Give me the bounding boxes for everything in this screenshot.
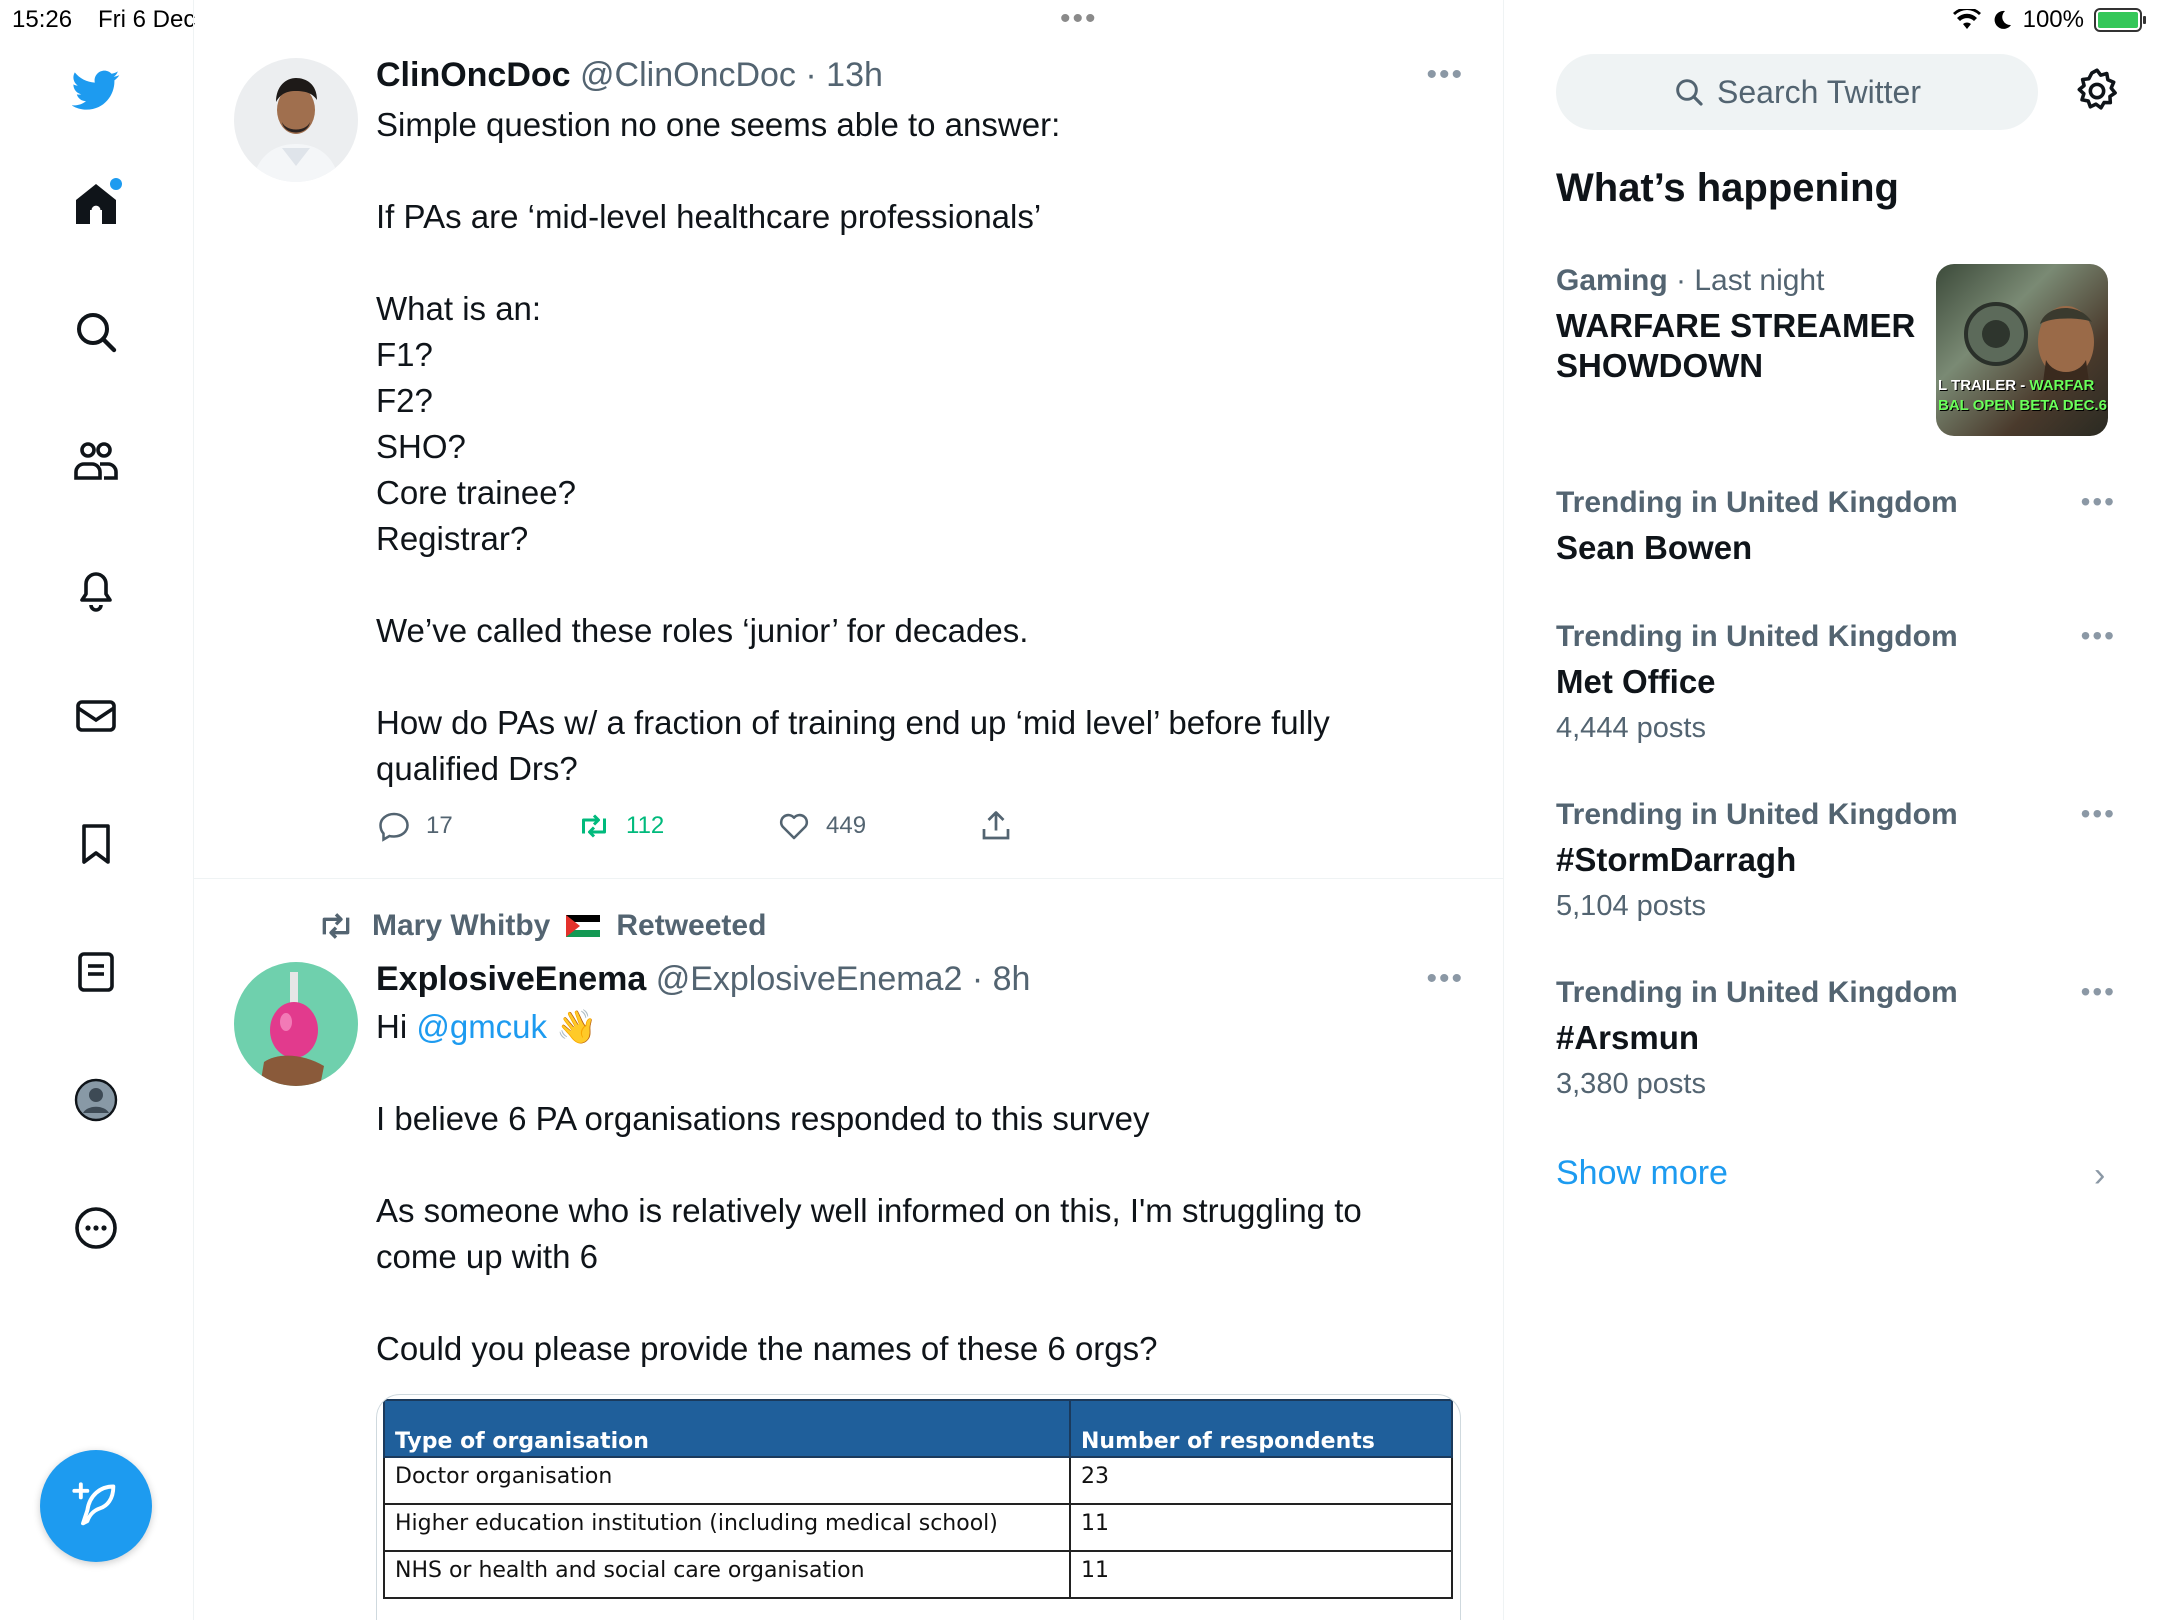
table-cell: 23 (1070, 1457, 1452, 1504)
tweet-line (376, 1142, 1436, 1188)
tweet-line: As someone who is relatively well informed on this, I'm struggling to come up with 6 (376, 1192, 1362, 1275)
author-handle[interactable]: @ExplosiveEnema2 (655, 960, 963, 998)
right-sidebar (1504, 0, 2160, 1620)
search-icon[interactable] (68, 304, 124, 360)
share-icon (978, 808, 1014, 844)
tweet-time[interactable]: · 13h (805, 56, 883, 94)
tweet-line (376, 654, 1436, 700)
table-cell: 11 (1070, 1504, 1452, 1551)
tweet-line: Core trainee? (376, 474, 576, 511)
chevron-right-icon[interactable]: › (2094, 1156, 2106, 1194)
trend-item[interactable] (1556, 976, 2116, 1101)
table-row (384, 1551, 1452, 1598)
trend-more-button[interactable]: ••• (2080, 486, 2116, 517)
trend-title: Sean Bowen (1556, 529, 1753, 566)
tweet-line: If PAs are ‘mid-level healthcare professionals’ (376, 198, 1042, 235)
communities-icon[interactable] (68, 432, 124, 488)
multitasking-dots[interactable]: ••• (1060, 2, 1098, 35)
trend-thumbnail[interactable] (1936, 264, 2108, 436)
trend-category: Gaming (1556, 264, 1668, 297)
tweet-line: What is an: (376, 290, 542, 327)
trend-context: · Last night (1667, 264, 1825, 297)
trend-title: #Arsmun (1556, 1019, 1700, 1056)
table-header-row (384, 1400, 1452, 1457)
trend-category: Trending in United Kingdom (1556, 798, 1958, 831)
tweet-line (376, 148, 1436, 194)
tweet-line: F1? (376, 336, 433, 373)
like-button[interactable] (776, 808, 866, 844)
trend-thumbnail-caption (1936, 376, 2108, 416)
tweet-more-button[interactable]: ••• (1426, 58, 1464, 91)
search-input[interactable] (1556, 54, 2038, 130)
new-posts-dot (110, 178, 122, 190)
retweet-icon (316, 906, 356, 946)
tweet-divider (194, 878, 1504, 879)
trend-meta (1556, 620, 2116, 654)
tweet-line: Could you please provide the names of these 6 orgs? (376, 1330, 1158, 1367)
author-name[interactable]: ClinOncDoc (376, 56, 571, 94)
like-count: 449 (826, 812, 867, 839)
column-header: Number of respondents (1070, 1400, 1452, 1457)
trend-more-button[interactable]: ••• (2080, 976, 2116, 1007)
retweet-context[interactable] (316, 906, 766, 946)
timeline-feed (194, 0, 1504, 1620)
tweet-line: Simple question no one seems able to answer: (376, 106, 1061, 143)
author-name[interactable]: ExplosiveEnema (376, 960, 647, 998)
heart-icon (776, 808, 812, 844)
trend-meta (1556, 798, 2116, 832)
tweet-line (376, 240, 1436, 286)
thumb-text-green: WARFAR (2029, 377, 2095, 394)
trend-more-button[interactable]: ••• (2080, 620, 2116, 651)
tweet-more-button[interactable]: ••• (1426, 962, 1464, 995)
reply-count: 17 (426, 812, 453, 839)
tweet-time[interactable]: · 8h (971, 960, 1031, 998)
trend-item[interactable] (1556, 798, 2116, 923)
tweet-header (376, 960, 1030, 999)
thumb-text-green-2: BAL OPEN BETA DEC.6 (1938, 397, 2107, 414)
tweet-line (376, 1004, 1436, 1050)
tweet-line: Registrar? (376, 520, 529, 557)
profile-avatar-icon[interactable] (68, 1072, 124, 1128)
trend-post-count: 5,104 posts (1556, 890, 1706, 922)
tweet-text (376, 1004, 1436, 1372)
table-cell: 11 (1070, 1551, 1452, 1598)
palestine-flag-icon (566, 915, 600, 937)
tweet-actions (376, 808, 1076, 848)
tweet-line (376, 1280, 1436, 1326)
table-row (384, 1457, 1452, 1504)
tweet-attached-image[interactable] (376, 1394, 1461, 1620)
trend-category: Trending in United Kingdom (1556, 620, 1958, 653)
share-button[interactable] (978, 808, 1014, 844)
trend-item[interactable] (1556, 486, 2116, 568)
more-options-icon[interactable] (68, 1200, 124, 1256)
mention-link[interactable]: @gmcuk (416, 1008, 548, 1045)
tweet-line: How do PAs w/ a fraction of training end up ‘mid level’ before fully qualified Drs? (376, 704, 1330, 787)
left-navigation (0, 0, 194, 1620)
reply-button[interactable] (376, 808, 453, 844)
trend-title: #StormDarragh (1556, 841, 1797, 878)
trend-title: Met Office (1556, 663, 1716, 700)
lists-icon[interactable] (68, 944, 124, 1000)
search-icon (1673, 76, 1705, 108)
waving-hand-emoji: 👋 (556, 1008, 598, 1045)
tweet-header (376, 56, 883, 95)
home-icon[interactable] (68, 176, 124, 232)
tweet-line: F2? (376, 382, 433, 419)
reply-icon (376, 808, 412, 844)
tweet-line: SHO? (376, 428, 466, 465)
table-cell: Higher education institution (including medical school) (384, 1504, 1070, 1551)
retweet-count: 112 (626, 812, 665, 839)
table-cell: NHS or health and social care organisation (384, 1551, 1070, 1598)
trend-meta (1556, 486, 2116, 520)
battery-percent: 100% (2022, 6, 2084, 33)
notifications-bell-icon[interactable] (68, 560, 124, 616)
tweet-line (376, 1050, 1436, 1096)
section-title: What’s happening (1556, 166, 1899, 210)
avatar[interactable] (234, 962, 358, 1086)
compose-feather-icon (70, 1480, 122, 1532)
trend-post-count: 3,380 posts (1556, 1068, 1706, 1100)
thumb-text: L TRAILER - (1938, 377, 2030, 394)
survey-table (383, 1399, 1453, 1599)
status-time: 15:26 (12, 6, 73, 33)
trend-item[interactable] (1556, 264, 1936, 386)
tweet-line: We’ve called these roles ‘junior’ for decades. (376, 612, 1029, 649)
column-header: Type of organisation (384, 1400, 1070, 1457)
messages-envelope-icon[interactable] (68, 688, 124, 744)
table-row (384, 1504, 1452, 1551)
table-cell: Doctor organisation (384, 1457, 1070, 1504)
twitter-logo-icon[interactable] (68, 62, 124, 118)
trend-category: Trending in United Kingdom (1556, 976, 1958, 1009)
greeting-text: Hi (376, 1008, 408, 1045)
trend-meta (1556, 976, 2116, 1010)
trend-more-button[interactable]: ••• (2080, 798, 2116, 829)
trend-post-count: 4,444 posts (1556, 712, 1706, 744)
retweet-button[interactable] (576, 808, 664, 844)
compose-tweet-button[interactable] (40, 1450, 152, 1562)
trend-title: WARFARE STREAMER SHOWDOWN (1556, 307, 1916, 384)
trend-meta (1556, 264, 1936, 298)
retweeted-by-name[interactable]: Mary Whitby (372, 909, 551, 942)
author-handle[interactable]: @ClinOncDoc (580, 56, 796, 94)
search-placeholder: Search Twitter (1717, 73, 1921, 110)
bookmarks-icon[interactable] (68, 816, 124, 872)
retweeted-label: Retweeted (616, 909, 767, 942)
show-more-link[interactable]: Show more (1556, 1154, 1728, 1192)
tweet-text (376, 102, 1436, 792)
tweet-line: I believe 6 PA organisations responded to this survey (376, 1100, 1150, 1137)
settings-gear-icon[interactable] (2072, 66, 2122, 116)
tweet-line (376, 562, 1436, 608)
retweet-icon (576, 808, 612, 844)
trend-category: Trending in United Kingdom (1556, 486, 1958, 519)
status-date: Fri 6 Dec (98, 6, 196, 33)
trend-item[interactable] (1556, 620, 2116, 745)
avatar[interactable] (234, 58, 358, 182)
